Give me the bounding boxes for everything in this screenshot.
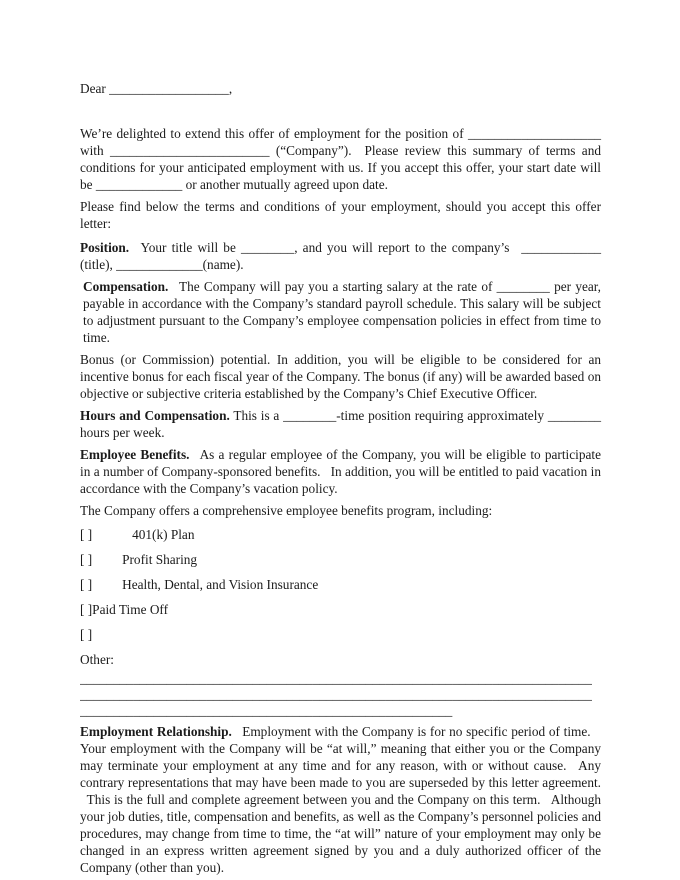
compensation-text: The Company will pay you a starting salary at the rate of ________ per year, payable in accordance with the Company’s standard payroll schedule. This salary will be subject to adjustment pursuant to the Company’s employee compensation policies in effect from time to time. bbox=[83, 279, 601, 345]
intro-paragraph: We’re delighted to extend this offer of employment for the position of ____________________ with ________________________ (“Company”). Please review this summary of terms and conditions for your anticipated employment with us. If you accept this offer, your start date will be _____________ or another mutually agreed upon date. bbox=[80, 126, 601, 192]
bonus-paragraph: Bonus (or Commission) potential. In addition, you will be eligible to be considered for an incentive bonus for each fiscal year of the Company. The bonus (if any) will be awarded based on objective or subjective criteria established by the Company’s Chief Executive Officer. bbox=[80, 352, 601, 401]
employment-relationship-text: Employment with the Company is for no specific period of time. Your employment with the Company will be “at will,” meaning that either you or the Company may terminate your employment at any time and for any reason, with or without cause. Any contrary representations that may have been made to you are superseded by this letter agreement. This is the full and complete agreement between you and the Company on this term. Although your job duties, title, compensation and benefits, as well as the Company’s personnel policies and procedures, may change from time to time, the “at will” nature of your employment may only be changed in an express written agreement signed by you and a duly authorized officer of the Company (other than you). bbox=[80, 724, 601, 875]
benefit-item-empty: [ ] bbox=[80, 627, 93, 642]
benefit-item-profit-sharing: [ ] Profit Sharing bbox=[80, 552, 198, 567]
blank-line-3: ________________________________________________________ bbox=[80, 703, 453, 718]
benefit-item-health-dental-vision: [ ] Health, Dental, and Vision Insurance bbox=[80, 577, 319, 592]
hours-text: This is a ________-time position requiring approximately ________ hours per week. bbox=[80, 408, 602, 440]
employment-relationship-heading: Employment Relationship. bbox=[80, 724, 232, 739]
compensation-paragraph bbox=[80, 278, 601, 346]
benefits-text: As a regular employee of the Company, you will be eligible to participate in a number of Company-sponsored benefits. In addition, you will be entitled to paid vacation in accordance with the Company’s vacation policy. bbox=[80, 447, 601, 496]
benefit-item-401k: [ ] 401(k) Plan bbox=[80, 527, 195, 542]
benefit-item-paid-time-off: [ ]Paid Time Off bbox=[80, 602, 169, 617]
other-blank-lines bbox=[80, 671, 601, 719]
letter-body bbox=[80, 80, 601, 880]
compensation-heading: Compensation. bbox=[83, 279, 169, 294]
other-label: Other: bbox=[80, 652, 114, 667]
benefits-paragraph bbox=[80, 446, 601, 497]
benefits-program-intro: The Company offers a comprehensive employee benefits program, including: bbox=[80, 503, 493, 518]
salutation: Dear __________________, bbox=[80, 81, 233, 96]
position-paragraph bbox=[80, 239, 601, 273]
position-heading: Position. bbox=[80, 240, 130, 255]
position-text: Your title will be ________, and you will report to the company’s ____________ (title), _____________(name). bbox=[80, 240, 601, 272]
blank-line-1: _____________________________________________________________________________ bbox=[80, 671, 592, 686]
benefits-heading: Employee Benefits. bbox=[80, 447, 190, 462]
hours-heading: Hours and Compensation. bbox=[80, 408, 230, 423]
terms-intro-paragraph: Please find below the terms and conditions of your employment, should you accept this offer letter: bbox=[80, 199, 601, 231]
employment-relationship-paragraph bbox=[80, 723, 601, 876]
blank-line-2: _____________________________________________________________________________ bbox=[80, 687, 592, 702]
hours-paragraph bbox=[80, 407, 601, 441]
